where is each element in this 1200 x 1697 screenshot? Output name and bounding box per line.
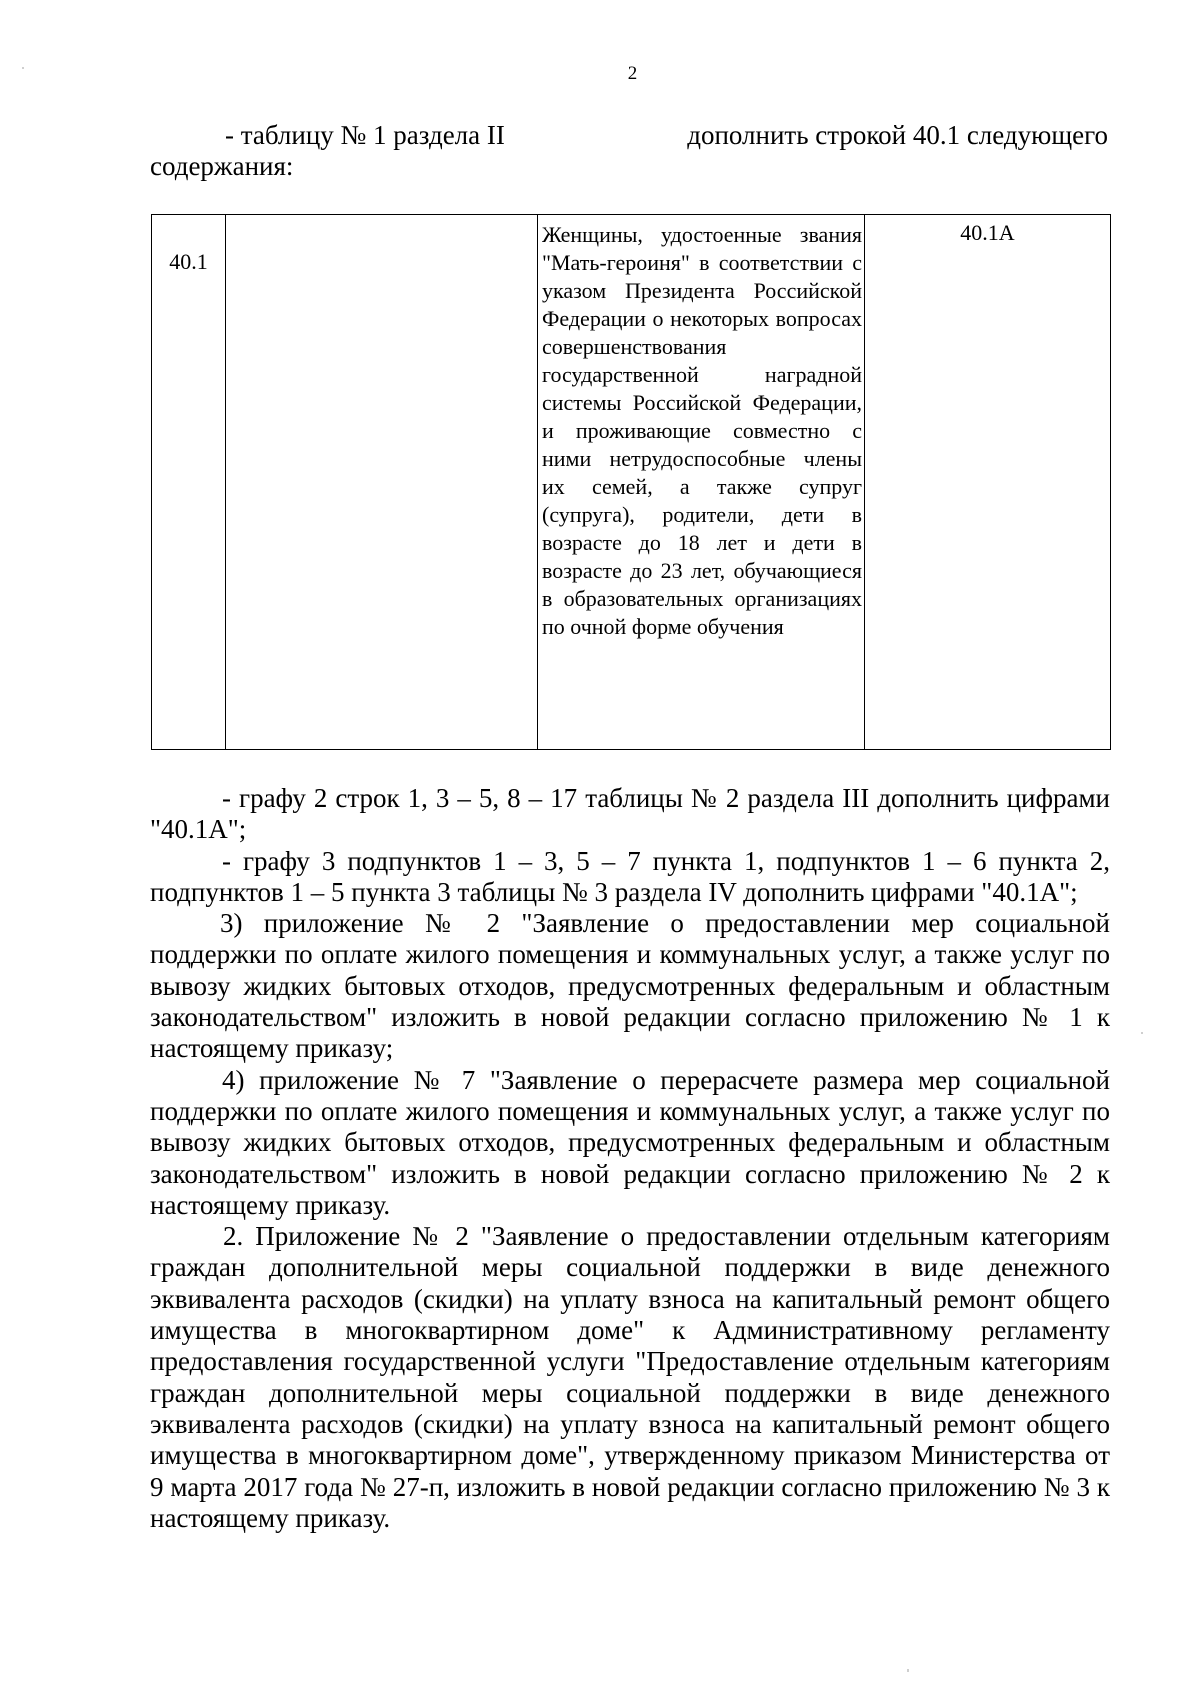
table-row (152, 215, 1111, 750)
row-description-cell: Женщины, удостоенные звания "Мать-героиня" в соответствии с указом Президента Российской Федерации о некоторых вопросах совершенствования государственной наградной системы Российской Федерации, и проживающие совместно с ними нетрудоспособные члены их семей, а также супруг (супруга), родители, дети в возрасте до 18 лет и дети в возрасте до 23 лет, обучающиеся в образовательных организациях по очной форме обучения (538, 215, 865, 750)
intro-line-2: содержания: (150, 151, 294, 181)
intro-paragraph (150, 120, 1108, 182)
scan-speck (907, 1669, 909, 1672)
scan-speck (1141, 1032, 1143, 1034)
paragraph-graph-3: - графу 3 подпунктов 1 – 3, 5 – 7 пункта 1, подпунктов 1 – 6 пункта 2, подпунктов 1 – 5 пункта 3 таблицы № 3 раздела IV дополнить цифрами "40.1А"; (150, 845, 1110, 907)
scan-speck (22, 67, 24, 69)
paragraph-item-4: 4) приложение № 7 "Заявление о перерасчете размера мер социальной поддержки по оплате жилого помещения и коммунальных услуг, а также услуг по вывозу жидких бытовых отходов, предусмотренных федеральным и областным законодательством" изложить в новой редакции согласно приложению № 2 к настоящему приказу. (150, 1064, 1110, 1220)
empty-cell (226, 215, 538, 750)
intro-line-1 (150, 120, 1108, 151)
page-number: 2 (627, 63, 638, 84)
row-code-cell: 40.1А (865, 215, 1111, 750)
intro-line-1-part-b: дополнить строкой 40.1 следующего (687, 120, 1108, 150)
paragraph-item-3: 3) приложение № 2 "Заявление о предоставлении мер социальной поддержки по оплате жилого помещения и коммунальных услуг, а также услуг по вывозу жидких бытовых отходов, предусмотренных федеральным и областным законодательством" изложить в новой редакции согласно приложению № 1 к настоящему приказу; (150, 908, 1110, 1064)
intro-line-1-part-a: - таблицу № 1 раздела II (225, 120, 505, 150)
table-row-40-1 (151, 214, 1111, 750)
body-text (150, 783, 1110, 1534)
paragraph-graph-2: - графу 2 строк 1, 3 – 5, 8 – 17 таблицы № 2 раздела III дополнить цифрами "40.1А"; (150, 783, 1110, 845)
paragraph-section-2: 2. Приложение № 2 "Заявление о предоставлении отдельным категориям граждан дополнительной меры социальной поддержки в виде денежного эквивалента расходов (скидки) на уплату взноса на капитальный ремонт общего имущества в многоквартирном доме" к Административному регламенту предоставления государственной услуги "Предоставление отдельным категориям граждан дополнительной меры социальной поддержки в виде денежного эквивалента расходов (скидки) на уплату взноса на капитальный ремонт общего имущества в многоквартирном доме", утвержденному приказом Министерства от 9 марта 2017 года № 27-п, изложить в новой редакции согласно приложению № 3 к настоящему приказу. (150, 1221, 1110, 1533)
row-number-cell: 40.1 (152, 215, 226, 750)
